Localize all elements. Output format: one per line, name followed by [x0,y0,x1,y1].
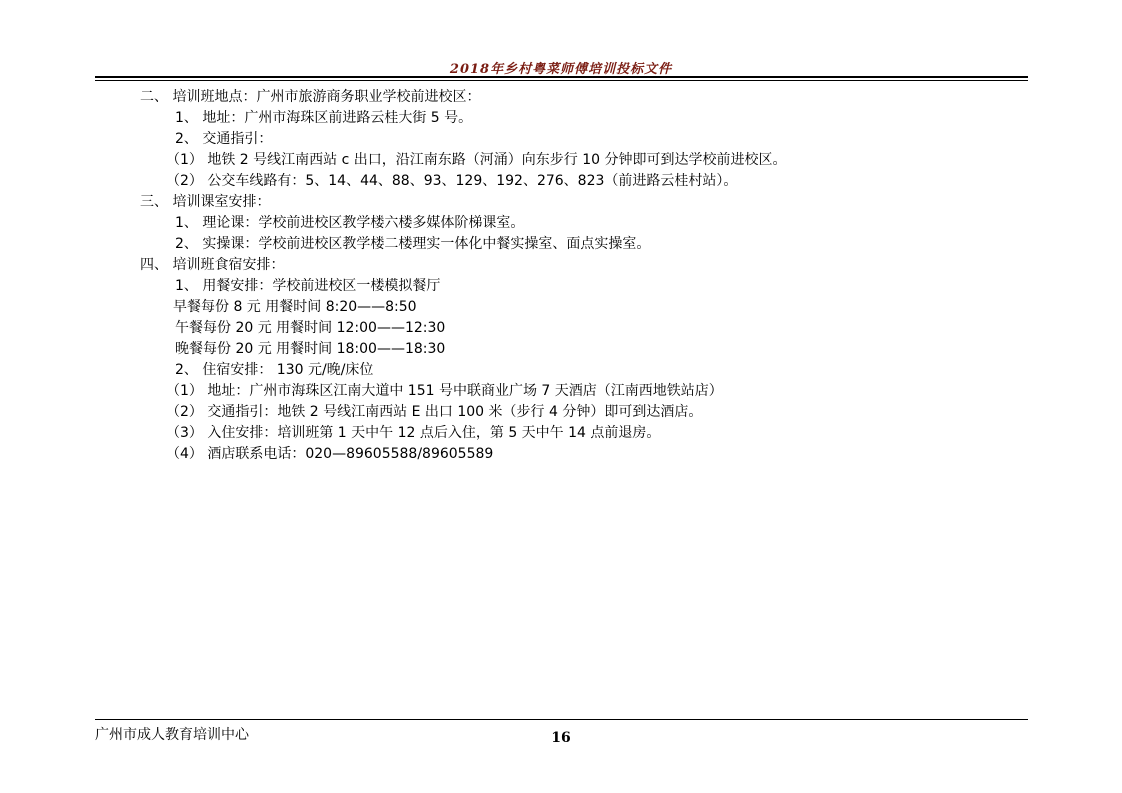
hotel-phone: （4） 酒店联系电话：020—89605588/89605589 [166,446,494,462]
theory-classroom: 1、 理论课：学校前进校区教学楼六楼多媒体阶梯课室。 [175,215,525,231]
practical-classroom: 2、 实操课：学校前进校区教学楼二楼理实一体化中餐实操室、面点实操室。 [175,236,651,252]
venue-address: 1、 地址：广州市海珠区前进路云桂大街 5 号。 [175,110,473,126]
footer-divider [95,719,1028,720]
dining-arrangement: 1、 用餐安排：学校前进校区一楼模拟餐厅 [175,278,441,294]
hotel-directions: （2） 交通指引：地铁 2 号线江南西站 E 出口 100 米（步行 4 分钟）即可到达酒店。 [166,404,703,420]
section-4-heading: 四、 培训班食宿安排： [140,257,285,273]
lunch-info: 午餐每份 20 元 用餐时间 12:00——12:30 [175,320,446,336]
venue-directions-metro: （1） 地铁 2 号线江南西站 c 出口，沿江南东路（河涌）向东步行 10 分钟即可到达学校前进校区。 [166,152,787,168]
hotel-address: （1） 地址：广州市海珠区江南大道中 151 号中联商业广场 7 天酒店（江南西地铁站店） [166,383,723,399]
accommodation-arrangement: 2、 住宿安排： 130 元/晚/床位 [175,362,374,378]
dinner-info: 晚餐每份 20 元 用餐时间 18:00——18:30 [175,341,446,357]
header-divider [95,76,1028,78]
venue-directions-heading: 2、 交通指引： [175,131,273,147]
breakfast-info: 早餐每份 8 元 用餐时间 8:20——8:50 [173,299,417,315]
check-in-arrangement: （3） 入住安排：培训班第 1 天中午 12 点后入住，第 5 天中午 14 点前退房。 [166,425,661,441]
venue-directions-bus: （2） 公交车线路有：5、14、44、88、93、129、192、276、823（前进路云桂村站）。 [166,173,738,189]
footer-organization: 广州市成人教育培训中心 [95,727,249,743]
document-header-title: 2018年乡村粤菜师傅培训投标文件 [449,62,673,77]
header-divider-thin [95,80,1028,81]
page-number: 16 [551,730,571,746]
section-3-heading: 三、 培训课室安排： [140,194,271,210]
section-2-heading: 二、 培训班地点：广州市旅游商务职业学校前进校区： [140,89,481,105]
